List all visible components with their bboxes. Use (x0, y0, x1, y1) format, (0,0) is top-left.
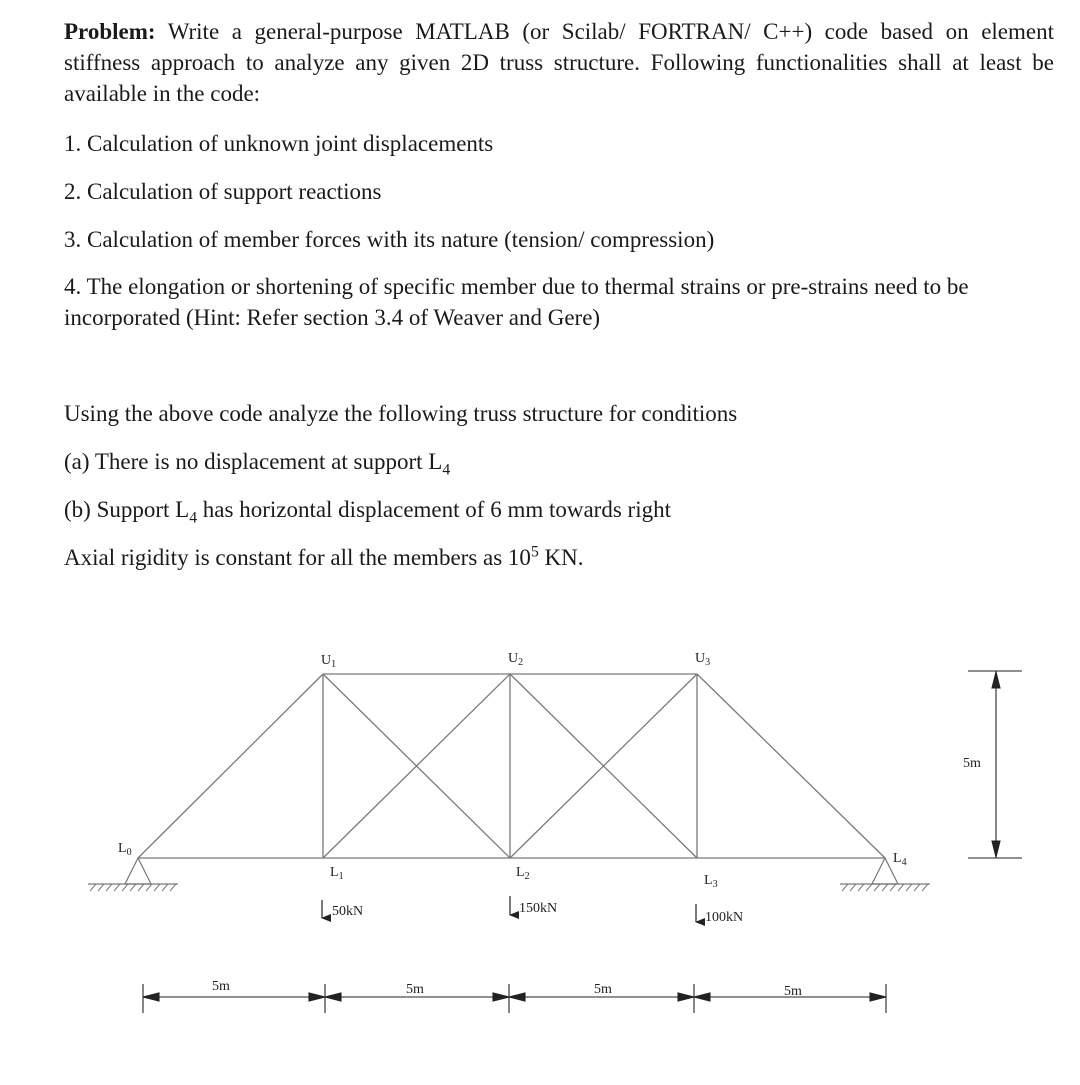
span-label-4: 5m (784, 984, 802, 999)
node-label-L3: $L_3$ (704, 873, 718, 890)
condition-b-sub: 4 (189, 509, 198, 527)
truss-members (138, 674, 885, 858)
support-L0 (88, 858, 178, 891)
problem-statement (64, 16, 1054, 109)
load-arrows (322, 896, 696, 922)
axial-rigidity-text: Axial rigidity is constant for all the members as 10 (64, 545, 531, 570)
span-dimensions (143, 984, 886, 1013)
node-label-L2: $L_2$ (516, 865, 530, 882)
truss-diagram (0, 600, 1080, 1050)
load-label-L2: 150kN (519, 901, 558, 916)
node-label-L1: $L_1$ (330, 865, 344, 882)
span-label-2: 5m (406, 982, 424, 997)
condition-b-text: (b) Support L (64, 497, 190, 522)
axial-rigidity-unit: KN. (538, 545, 584, 570)
functionality-item-1: 1. Calculation of unknown joint displacements (64, 131, 494, 156)
member-L0-U1 (138, 674, 323, 858)
problem-text: Write a general-purpose MATLAB (or Scilab/ FORTRAN/ C++) code based on element stiffness approach to analyze any given 2D truss structure. Following functionalities shall at least be available in the code: (64, 19, 1054, 106)
load-label-L1: 50kN (332, 904, 364, 919)
axial-rigidity (64, 542, 1054, 573)
axial-rigidity-exponent: 5 (530, 543, 539, 561)
node-label-U2: $U_2$ (508, 651, 524, 668)
height-label: 5m (963, 756, 981, 771)
load-label-L3: 100kN (705, 910, 744, 925)
node-label-L0: $L_0$ (118, 841, 132, 858)
node-labels (118, 651, 907, 890)
load-labels (332, 901, 743, 925)
span-label-1: 5m (212, 979, 230, 994)
functionality-item-3: 3. Calculation of member forces with its nature (tension/ compression) (64, 227, 715, 252)
node-label-U1: $U_1$ (321, 653, 337, 670)
condition-a (64, 446, 1054, 477)
node-label-U3: $U_3$ (695, 651, 711, 668)
span-label-3: 5m (594, 982, 612, 997)
functionality-item-2: 2. Calculation of support reactions (64, 179, 382, 204)
condition-b-suffix: has horizontal displacement of 6 mm towards right (197, 497, 671, 522)
condition-b (64, 494, 1054, 525)
problem-label: Problem: (64, 19, 156, 44)
condition-a-text: (a) There is no displacement at support L (64, 449, 443, 474)
conditions-intro: Using the above code analyze the following truss structure for conditions (64, 401, 738, 426)
functionality-item-4: 4. The elongation or shortening of specific member due to thermal strains or pre-strains need to be incorporated (Hint: Refer section 3.4 of Weaver and Gere) (64, 274, 969, 330)
support-L4 (840, 858, 930, 891)
node-label-L4: $L_4$ (893, 851, 907, 868)
member-U3-L4 (697, 674, 885, 858)
condition-a-sub: 4 (442, 461, 451, 479)
